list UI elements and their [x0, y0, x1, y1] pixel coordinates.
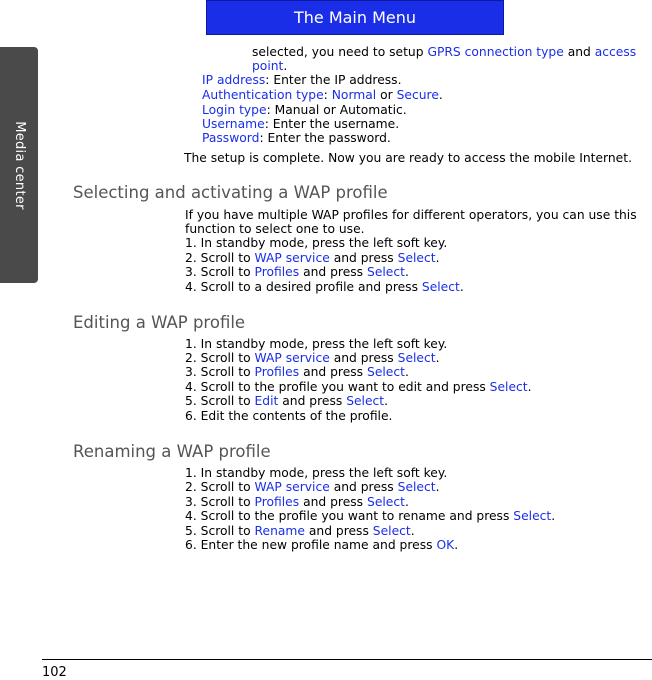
menu-term: WAP service [254, 251, 330, 265]
side-tab-label: Media center [11, 120, 27, 210]
step-text: . [454, 538, 459, 552]
menu-term: Edit [254, 394, 279, 408]
step-item [185, 380, 532, 395]
step-item [185, 480, 440, 495]
menu-term: WAP service [254, 480, 330, 494]
username-term: Username [202, 117, 265, 131]
step-text: . [404, 265, 409, 279]
step-item [185, 524, 415, 539]
login-type-desc: : Manual or Automatic. [266, 103, 407, 117]
menu-term: WAP service [254, 351, 330, 365]
step-text: . [384, 394, 389, 408]
step-item [185, 265, 409, 280]
select-term: Select [397, 351, 436, 365]
step-text: 5. Scroll to [185, 524, 255, 538]
login-type-line [202, 103, 407, 118]
step-item [185, 409, 392, 424]
step-item [185, 509, 555, 524]
step-text: 3. Scroll to [185, 265, 255, 279]
auth-type-line [202, 88, 443, 103]
step-text: 3. Scroll to [185, 365, 255, 379]
step-item [185, 495, 409, 510]
intro-text: and [563, 45, 595, 59]
step-text: and press [299, 365, 368, 379]
step-text: . [404, 495, 409, 509]
auth-secure-term: Secure [396, 88, 439, 102]
header-title: The Main Menu [293, 8, 417, 27]
access-point-term: point [252, 59, 284, 73]
step-text: 6. Enter the new profile name and press [185, 538, 437, 552]
menu-term: Profiles [254, 265, 300, 279]
password-term: Password [202, 131, 260, 145]
intro-text: . [283, 59, 288, 73]
step-item [185, 236, 447, 251]
username-desc: : Enter the username. [264, 117, 400, 131]
password-line [202, 131, 391, 146]
step-text: . [404, 365, 409, 379]
step-text: . [435, 351, 440, 365]
step-text: and press [329, 351, 398, 365]
section-heading-rename: Renaming a WAP profile [73, 442, 271, 461]
select-term: Select [397, 480, 436, 494]
step-item [185, 251, 440, 266]
section-desc-line-1: If you have multiple WAP profiles for different operators, you can use this [185, 208, 637, 222]
intro-text: selected, you need to setup [252, 45, 428, 59]
step-item [185, 538, 458, 553]
menu-term: Rename [254, 524, 305, 538]
step-item [185, 280, 464, 295]
step-text: and press [299, 495, 368, 509]
step-item [185, 466, 447, 481]
auth-sep: or [376, 88, 397, 102]
section-desc-line-2: function to select one to use. [185, 222, 365, 236]
step-text: and press [278, 394, 347, 408]
step-item [185, 337, 447, 352]
intro-line-2 [252, 59, 287, 74]
intro-line-1 [252, 45, 636, 60]
select-term: Select [372, 524, 411, 538]
ip-address-line [202, 73, 402, 88]
auth-end: . [438, 88, 443, 102]
ip-address-term: IP address [202, 73, 266, 87]
step-text: and press [299, 265, 368, 279]
username-line [202, 117, 399, 132]
select-term: Select [397, 251, 436, 265]
step-text: . [551, 509, 556, 523]
step-text: . [435, 251, 440, 265]
step-item [185, 394, 388, 409]
setup-complete-text: The setup is complete. Now you are ready to access the mobile Internet. [184, 151, 632, 165]
step-text: 1. In standby mode, press the left soft key. [185, 236, 448, 250]
step-text: 1. In standby mode, press the left soft key. [185, 466, 448, 480]
step-text: 2. Scroll to [185, 480, 255, 494]
section-heading-edit: Editing a WAP profile [73, 313, 246, 332]
step-text: 6. Edit the contents of the profile. [185, 409, 393, 423]
side-tab-label-wrap [0, 47, 38, 283]
select-term: Select [421, 280, 460, 294]
menu-term: Profiles [254, 365, 300, 379]
auth-normal-term: Normal [331, 88, 377, 102]
select-term: Select [489, 380, 528, 394]
access-point-term: access [594, 45, 637, 59]
step-text: . [435, 480, 440, 494]
gprs-connection-type-term: GPRS connection type [427, 45, 564, 59]
select-term: Select [513, 509, 552, 523]
login-type-term: Login type [202, 103, 267, 117]
step-text: and press [329, 251, 398, 265]
step-text: and press [304, 524, 373, 538]
section-heading-select: Selecting and activating a WAP profile [73, 183, 388, 202]
step-text: 3. Scroll to [185, 495, 255, 509]
step-text: 4. Scroll to a desired profile and press [185, 280, 422, 294]
menu-term: Profiles [254, 495, 300, 509]
step-text: . [459, 280, 464, 294]
step-text: 4. Scroll to the profile you want to edit and press [185, 380, 490, 394]
select-term: Select [367, 495, 405, 509]
auth-sep: : [323, 88, 332, 102]
step-item [185, 365, 409, 380]
step-text: . [527, 380, 532, 394]
footer-divider [42, 659, 652, 660]
ok-term: OK [436, 538, 455, 552]
step-item [185, 351, 440, 366]
ip-address-desc: : Enter the IP address. [265, 73, 402, 87]
select-term: Select [346, 394, 385, 408]
step-text: and press [329, 480, 398, 494]
select-term: Select [367, 365, 405, 379]
select-term: Select [367, 265, 405, 279]
step-text: . [410, 524, 415, 538]
step-text: 2. Scroll to [185, 251, 255, 265]
step-text: 4. Scroll to the profile you want to rename and press [185, 509, 514, 523]
page-number: 102 [42, 665, 67, 680]
step-text: 1. In standby mode, press the left soft key. [185, 337, 448, 351]
step-text: 5. Scroll to [185, 394, 255, 408]
step-text: 2. Scroll to [185, 351, 255, 365]
password-desc: : Enter the password. [259, 131, 391, 145]
header-banner [206, 0, 504, 35]
auth-type-term: Authentication type [202, 88, 324, 102]
